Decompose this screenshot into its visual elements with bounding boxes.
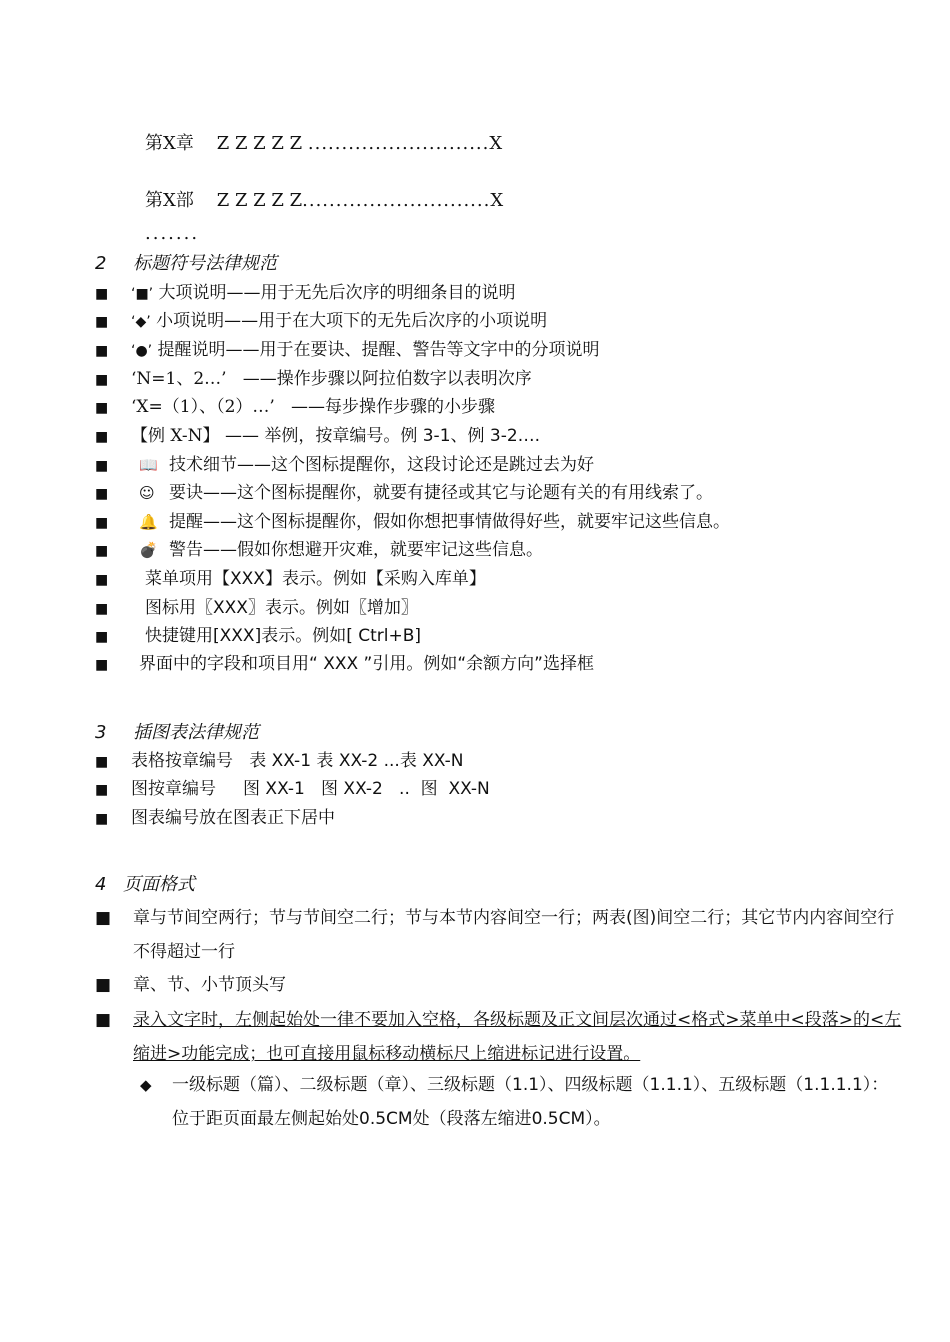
item-text: 技术细节——这个图标提醒你，这段讨论还是跳过去为好 xyxy=(169,455,594,475)
item-text: 小项说明——用于在大项下的无先后次序的小项说明 xyxy=(156,311,548,331)
bullet-square-icon: ■ xyxy=(95,975,112,995)
item-text: 录入文字时，左侧起始处一律不要加入空格，各级标题及正文间层次通过<格式>菜单中<段落>的<左缩进>功能完成；也可直接用鼠标移动横标尺上缩进标记进行设置。 xyxy=(133,1010,902,1064)
section-number: 4 xyxy=(95,874,107,895)
list-item xyxy=(95,453,594,478)
section-title: 插图表法律规范 xyxy=(133,722,259,743)
bullet-square-icon: ■ xyxy=(95,754,109,770)
list-item xyxy=(95,806,335,831)
section-title: 页面格式 xyxy=(123,874,195,895)
list-item xyxy=(95,424,540,449)
list-item xyxy=(95,567,486,592)
list-item xyxy=(95,367,532,392)
toc-title: Z Z Z Z Z xyxy=(216,133,303,154)
section-number: 2 xyxy=(95,253,107,274)
list-item xyxy=(95,777,490,802)
list-item xyxy=(95,481,713,506)
item-text: 图表编号放在图表正下居中 xyxy=(131,808,335,828)
item-text: 表格按章编号 表 XX-1 表 XX-2 ...表 XX-N xyxy=(131,751,464,771)
sub-item-text: 一级标题（篇）、二级标题（章）、三级标题（1.1）、四级标题（1.1.1）、五级标题（1.1.1.1）：位于距页面最左侧起始处0.5CM处（段落左缩进0.5CM）。 xyxy=(172,1075,889,1129)
bullet-square-icon: ■ xyxy=(95,657,109,673)
item-text: 菜单项用【XXX】表示。例如【采购入库单】 xyxy=(145,569,486,589)
bullet-square-icon: ■ xyxy=(95,908,112,928)
list-item xyxy=(95,309,547,334)
bullet-square-icon: ■ xyxy=(95,429,109,445)
toc-leader: ............................ xyxy=(302,190,491,211)
bullet-square-icon: ■ xyxy=(95,629,109,645)
bullet-square-icon: ■ xyxy=(95,458,109,474)
list-item xyxy=(95,395,495,420)
toc-label: 第X部 xyxy=(145,190,194,211)
toc-label: 第X章 xyxy=(145,133,194,154)
section-title: 标题符号法律规范 xyxy=(133,253,277,274)
section-heading-3 xyxy=(95,721,259,745)
bullet-square-icon: ■ xyxy=(95,601,109,617)
section-number: 3 xyxy=(95,722,107,743)
bell-icon: 🔔 xyxy=(139,513,158,531)
list-item xyxy=(95,538,543,563)
item-text: 提醒说明——用于在要诀、提醒、警告等文字中的分项说明 xyxy=(157,340,600,360)
symbol-label: ‘■’ xyxy=(131,286,154,302)
item-text: 章与节间空两行；节与节间空二行；节与本节内容间空一行；两表(图)间空二行；其它节内内容间空行不得超过一行 xyxy=(133,908,895,962)
bullet-square-icon: ■ xyxy=(95,286,109,302)
section-heading-2 xyxy=(95,252,277,276)
item-text: 要诀——这个图标提醒你，就要有捷径或其它与论题有关的有用线索了。 xyxy=(169,483,713,503)
bullet-square-icon: ■ xyxy=(95,314,109,330)
section-heading-4 xyxy=(95,873,195,897)
symbol-label: ‘N=1、2…’ xyxy=(131,369,227,389)
bullet-square-icon: ■ xyxy=(95,400,109,416)
item-text: 提醒——这个图标提醒你，假如你想把事情做得好些，就要牢记这些信息。 xyxy=(169,512,730,532)
diamond-bullet-icon: ◆ xyxy=(140,1076,152,1094)
toc-title: Z Z Z Z Z xyxy=(216,190,303,211)
item-text: —— 举例，按章编号。例 3-1、例 3-2…. xyxy=(224,426,541,446)
toc-leader: ........................... xyxy=(307,133,490,154)
toc-ellipsis: ....... xyxy=(145,223,200,244)
bullet-square-icon: ■ xyxy=(95,811,109,827)
list-item xyxy=(95,749,464,774)
list-item xyxy=(95,624,421,649)
item-text: ——每步操作步骤的小步骤 xyxy=(291,397,496,417)
toc-page: X xyxy=(489,133,503,154)
smiley-icon: ☺ xyxy=(139,484,155,502)
symbol-label: ‘X=（1）、（2）…’ xyxy=(131,397,275,417)
list-item xyxy=(95,281,516,306)
item-text: 快捷键用[XXX]表示。例如[ Ctrl+B] xyxy=(145,626,422,646)
toc-entry-chapter xyxy=(145,132,502,156)
item-text: 图标用〖XXX〗表示。例如〖增加〗 xyxy=(145,598,418,618)
item-text: 图按章编号 图 XX-1 图 XX-2 .. 图 XX-N xyxy=(131,779,490,799)
item-text: 界面中的字段和项目用“ XXX ”引用。例如“余额方向”选择框 xyxy=(139,654,594,674)
bomb-icon: 💣 xyxy=(139,541,158,559)
symbol-label: ‘●’ xyxy=(131,343,153,359)
bullet-square-icon: ■ xyxy=(95,1010,112,1030)
list-item xyxy=(95,596,418,621)
item-text: ——操作步骤以阿拉伯数字以表明次序 xyxy=(242,369,532,389)
toc-page: X xyxy=(490,190,504,211)
bullet-square-icon: ■ xyxy=(95,782,109,798)
bullet-square-icon: ■ xyxy=(95,543,109,559)
list-item xyxy=(95,652,594,677)
book-icon: 📖 xyxy=(139,456,158,474)
symbol-label: 【例 X-N】 xyxy=(131,426,220,446)
bullet-square-icon: ■ xyxy=(95,343,109,359)
item-text: 警告——假如你想避开灾难，就要牢记这些信息。 xyxy=(169,540,543,560)
list-item xyxy=(95,338,600,363)
toc-entry-part xyxy=(145,189,503,213)
symbol-label: ‘◆’ xyxy=(131,314,151,330)
bullet-square-icon: ■ xyxy=(95,486,109,502)
item-text: 大项说明——用于无先后次序的明细条目的说明 xyxy=(158,283,516,303)
list-item xyxy=(95,510,730,535)
bullet-square-icon: ■ xyxy=(95,515,109,531)
bullet-square-icon: ■ xyxy=(95,372,109,388)
bullet-square-icon: ■ xyxy=(95,572,109,588)
item-text: 章、节、小节顶头写 xyxy=(133,975,286,995)
